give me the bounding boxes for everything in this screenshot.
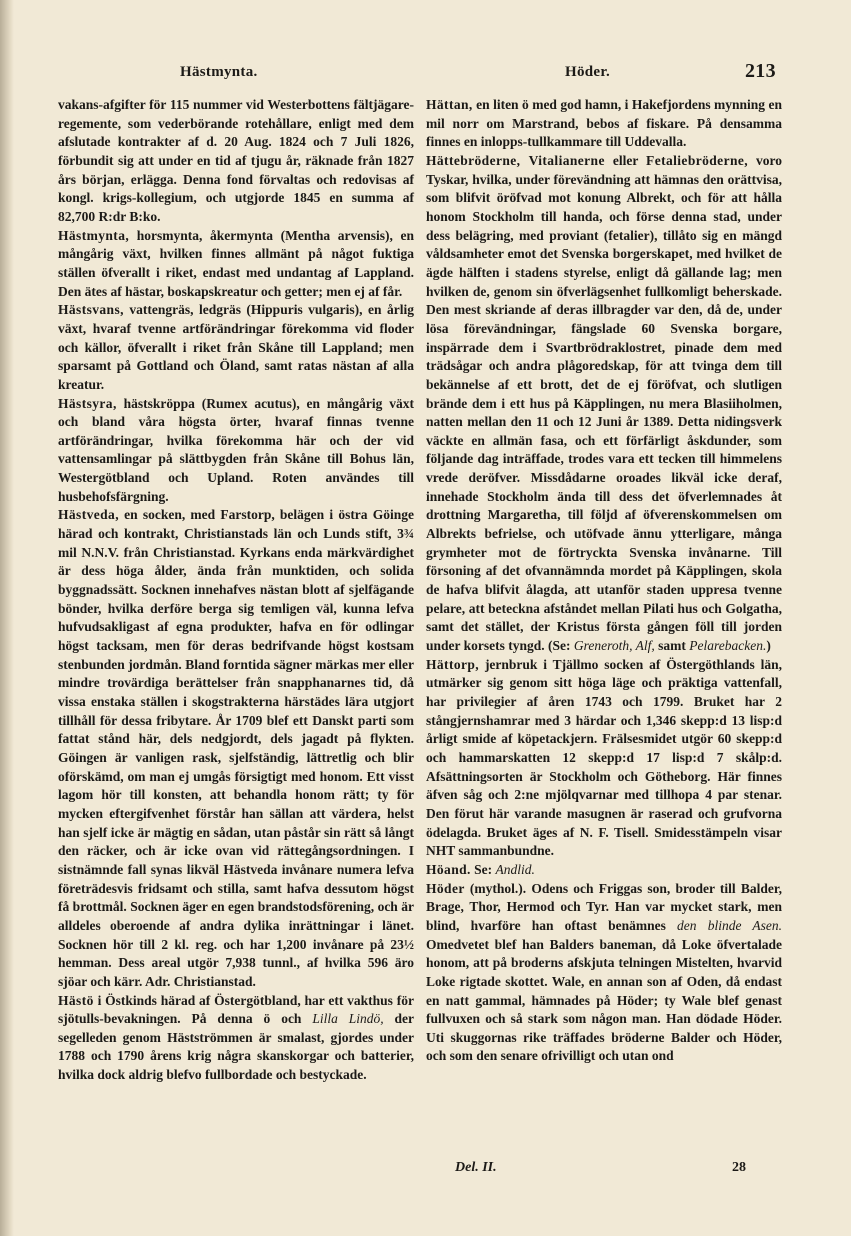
right-column	[426, 96, 782, 1066]
entry-text: voro Tyskar, hvilka, under förevändning att hämnas den orättvisa, som blifvit öröfvad mot konung Albrekt, och för att hålla honom Stockholm till handa, och förse denna stad, under dess belägring, med proviant (fetalier), tillåto sig en mängd våldsamheter emot det Svenska borgerskapet, med hvilket de ägde hälften i stadens styrelse, enligt då gällande lag; men hvilken de, genom sin öfverlägsenhet fullkomligt beherskade. Den mest skriande af deras illbragder var den, då de, under lösa förevändningar, fängslade 60 Svenska borgare, inspärrade dem i Svartbrödraklostret, pinade dem med trädsågar och andra plågoredskap, för att tvinga dem till bekännelse af ett brott, det de ej föröfvat, och slutligen brände dem i ett hus på Käpplingen, nu mera Blasiiholmen, natten mellan den 11 och 12 Juni år 1389. Detta nidingsverk väckte en allmän fasa, och ett förfärligt åskdunder, som följande dag inträffade, trodes vara ett tecken till himmelens vrede deröfver. Missdådarne oroades likväl icke deraf, innehade Stockholm ända till dess det öfverlemnades åt drottning Margaretha, till följd af öfverenskommelsen om Albrekts befrielse, och utöfvade ännu ytterligare, många grymheter mot de förtryckta Svenska invånarne. Till försoning af det ofvannämnda mordet på Käpplingen, skola de hafva blifvit ålagda, att utanför staden uppresa tvenne pelare, att beteckna afståndet mellan Pilati hus och Golgatha, samt det stället, der Kristus första gången föll till jorden under korsets tyngd. (Se:	[426, 152, 783, 654]
entry-hastsyra	[58, 395, 414, 507]
entry-italic: Andlid.	[495, 861, 535, 877]
right-running-head: Höder.	[565, 64, 610, 80]
entry-hoand	[426, 861, 782, 880]
entry-text: eller	[604, 152, 647, 168]
entry-headword: Hästsvans,	[58, 302, 124, 318]
entry-hasto	[58, 992, 414, 1085]
entry-italic: Lilla Lindö,	[312, 1011, 384, 1027]
signature-mark: 28	[732, 1160, 746, 1175]
entry-italic: Greneroth, Alf,	[573, 638, 655, 654]
entry-text: en liten ö med god hamn, i Hakefjordens mynning en mil norr om Marstrand, bebos af fiskare. På densamma finnes en inlopps-tullkammare till Uddevalla.	[426, 97, 782, 150]
page-number: 213	[745, 60, 776, 82]
entry-text: vattengräs, ledgräs (Hippuris vulgaris), en årlig växt, hvaraf tvenne artförändringar förekomma vid floder och källor, öfverallt i riket från Skåne till Lappland; men sparsamt på Gottland och Öland, samt ratas nästan af alla kreatur.	[58, 302, 414, 392]
left-running-head: Hästmynta.	[180, 64, 258, 80]
entry-text: der segelleden genom Hästströmmen är smalast, gjordes under 1788 och 1790 årens krig några skanskorgar och batterier, hvilka dock aldrig blefvo fullbordade och bestyckade.	[58, 1011, 414, 1083]
entry-headword-alt: Fetaliebröderne,	[646, 152, 749, 168]
entry-text: (mythol.). Odens och Friggas son, broder till Balder, Brage, Thor, Hermod och Tyr. Han var mycket stark, men blind, hvarföre han oftast benämnes	[426, 880, 782, 933]
volume-label: Del. II.	[455, 1160, 497, 1175]
left-column	[58, 96, 414, 1085]
entry-hattebroderne	[426, 152, 782, 656]
entry-text: jernbruk i Tjällmo socken af Östergöthlands län, utmärker sig genom sitt höga läge och präktiga vattenfall, har privilegier af åren 1743 och 1799. Bruket har 2 stångjernshamrar med 3 härdar och 1,346 skepp:d 13 lisp:d årligt smide af köpetackjern. Frälsesmidet utgör 60 skepp:d och hammarskatten 12 skepp:d 17 lisp:d 7 skålp:d. Afsättningsorten är Stockholm och Götheborg. Här finnes äfven såg och 2:ne mjölqvarnar med tillhopa 4 par stenar. Den förut här varande masugnen är raserad och grufvorna ödelagda. Bruket äges af N. F. Tisell. Smidesstämpeln visar NHT sammanbundne.	[426, 656, 782, 859]
entry-hattan	[426, 96, 782, 152]
entry-headword: Hättorp,	[426, 656, 480, 672]
entry-text: Omedvetet blef han Balders baneman, då Loke öfvertalade honom, att på broderns afskjuta telningen Mistelten, hvarvid Loke rigtade skottet. Wale, en annan son af Oden, då endast en natt gammal, hämnades på Höder; ty Wale blef genast fullvuxen och så stark som någon man. Han dödade Höder. Uti skuggornas rike träffades bröderne Balder och Höder, och som den senare ofrivilligt och utan ond	[426, 936, 782, 1064]
entry-headword: Hästveda,	[58, 507, 119, 523]
entry-text: i Östkinds härad af Östergötbland, har ett vakthus för sjötulls-bevakningen. På denna ö och	[58, 992, 414, 1027]
page-footer	[0, 1160, 851, 1180]
entry-italic: den blinde Asen.	[677, 917, 783, 933]
entry-text: Se:	[470, 861, 496, 877]
entry-italic: Pelarebacken.	[689, 638, 767, 654]
entry-vakans	[58, 96, 414, 227]
entry-text: )	[766, 638, 771, 654]
running-header	[0, 60, 851, 90]
entry-headword: Hättan,	[426, 97, 473, 112]
entry-text: en socken, med Farstorp, belägen i östra Göinge härad och kontrakt, Christianstads län och Lunds stift, 3¾ mil N.N.V. från Christianstad. Kyrkans enda märkvärdighet är dess höga ålder, ända från munktiden, och solida byggnadssätt. Socknen innehafves nästan blott af sjelfägande bönder, hvilka derföre berga sig temligen väl, kunna lefva hufvudsakligast af egna produkter, hafva en för odlingar högst tacksam, men för deras bedrifvande högst kostsam stenbunden jordmån. Bland forntida sägner märkas mer eller mindre trovärdiga berättelser från snapphanarnes tid, då vissa enstaka ställen i skogstrakterna härstädes lära utgjort tillhåll för dessa fribytare. År 1709 blef ett Danskt parti som fattat stånd här, dels nedgjordt, dels jagadt på flykten. Göingen är vanligen rask, sjelfständig, lättretlig och blir oförskämd, om man ej umgås försigtigt med honom. Ett visst lagom hör till konsten, att behandla honom rätt; ty för mycken eftergifvenhet förstår han sällan att värdera, helst han sjelf icke är mägtig en sådan, utan påstår sin rätt så långt den räcker, och är icke ovan vid rättegångsordningen. I sistnämnde fall synas likväl Hästveda invånare numera lefva företrädesvis fridsamt och stilla, samt hafva dessutom högst få brottmål. Socknen äger en egen brandstodsförening, och är alldeles oberoende af andra dylika inrättningar i länet. Socknen hör till 2 kl. reg. och har 1,200 invånare på 23½ hemman. Dess areal utgör 7,938 tunnl., af hvilka 596 äro sjöar och kärr. Adr. Christianstad.	[58, 507, 414, 989]
entry-text: vakans-afgifter för 115 nummer vid Westerbottens fältjägare-regemente, som vederbörande rotehållare, enligt med dem afslutade kontrakter af d. 20 Aug. 1824 och 7 Juli 1826, förbundit sig att under en tid af tjugu år, räknade från 1827 års början, erlägga. Denna fond förvaltas och redovisas af kongl. krigs-kollegium, och utgjorde 1845 en summa af 82,700 R:dr B:ko.	[58, 97, 414, 224]
page-edge-shadow	[0, 0, 14, 1236]
entry-headword: Hättebröderne, Vitalianerne	[426, 152, 605, 168]
entry-headword: Hästmynta,	[58, 227, 130, 243]
entry-text: samt	[654, 638, 690, 654]
entry-headword: Hästö	[58, 992, 94, 1008]
entry-hattorp	[426, 656, 782, 861]
entry-text: hästskröppa (Rumex acutus), en mångårig växt och bland våra högsta örter, hvaraf finnas tvenne artförändringar, hvilka förekomma här och der vid vattensamlingar på slättbygden från Skåne till Bohus län, Westergötbland och Upland. Roten användes till husbehofsfärgning.	[58, 395, 414, 504]
entry-hoder	[426, 880, 782, 1067]
entry-hastmynta	[58, 227, 414, 302]
entry-headword: Hästsyra,	[58, 395, 117, 411]
entry-headword: Höand.	[426, 861, 471, 877]
entry-text: horsmynta, åkermynta (Mentha arvensis), en mångårig växt, hvilken finnes allmänt på något fuktiga ställen öfverallt i riket, endast med undantag af Lappland. Den ätes af hästar, boskapskreatur och getter; men ej af får.	[58, 227, 414, 299]
entry-hastveda	[58, 506, 414, 991]
entry-headword: Höder	[426, 880, 465, 896]
entry-hastsvans	[58, 301, 414, 394]
